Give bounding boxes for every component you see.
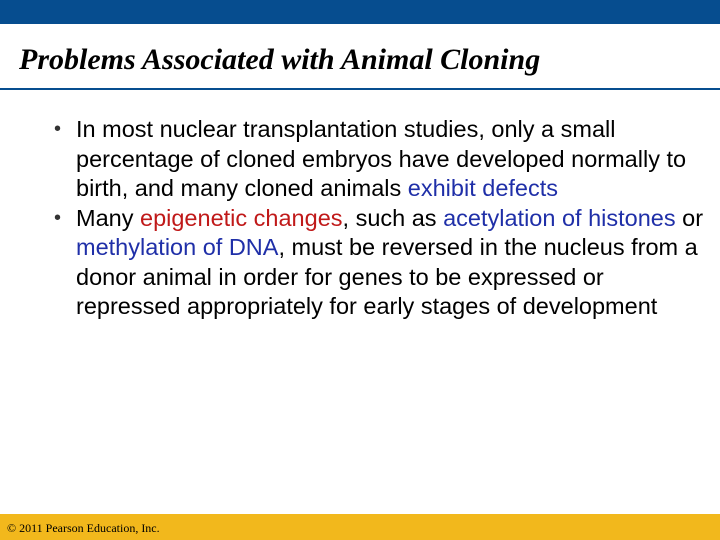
bullet-text: In most nuclear transplantation studies, only a small percentage of cloned embryos have developed normally to birth, and many cloned animals [76,116,687,201]
title-divider [0,88,720,90]
highlight-term: acetylation of histones [443,204,676,231]
bullet-text: Many [76,204,140,231]
bullet-text: or [675,204,704,231]
bullet-item [54,115,704,204]
bullet-item [54,204,704,322]
highlight-term: exhibit defects [407,175,559,201]
slide-title: Problems Associated with Animal Cloning [19,43,541,76]
bullet-dot-icon: • [54,118,62,140]
bullet-text: , must be reversed in the nucleus from a donor animal in order for genes to be expressed or repressed appropriately for early stages of development [76,234,698,319]
bullet-text: , such as [342,204,444,231]
bullet-dot-icon: • [54,206,62,229]
bullet-list [54,115,704,322]
highlight-term: epigenetic changes [140,204,343,231]
header-bar [0,0,720,24]
copyright-notice: © 2011 Pearson Education, Inc. [7,521,160,535]
highlight-term: methylation of DNA [76,234,279,260]
